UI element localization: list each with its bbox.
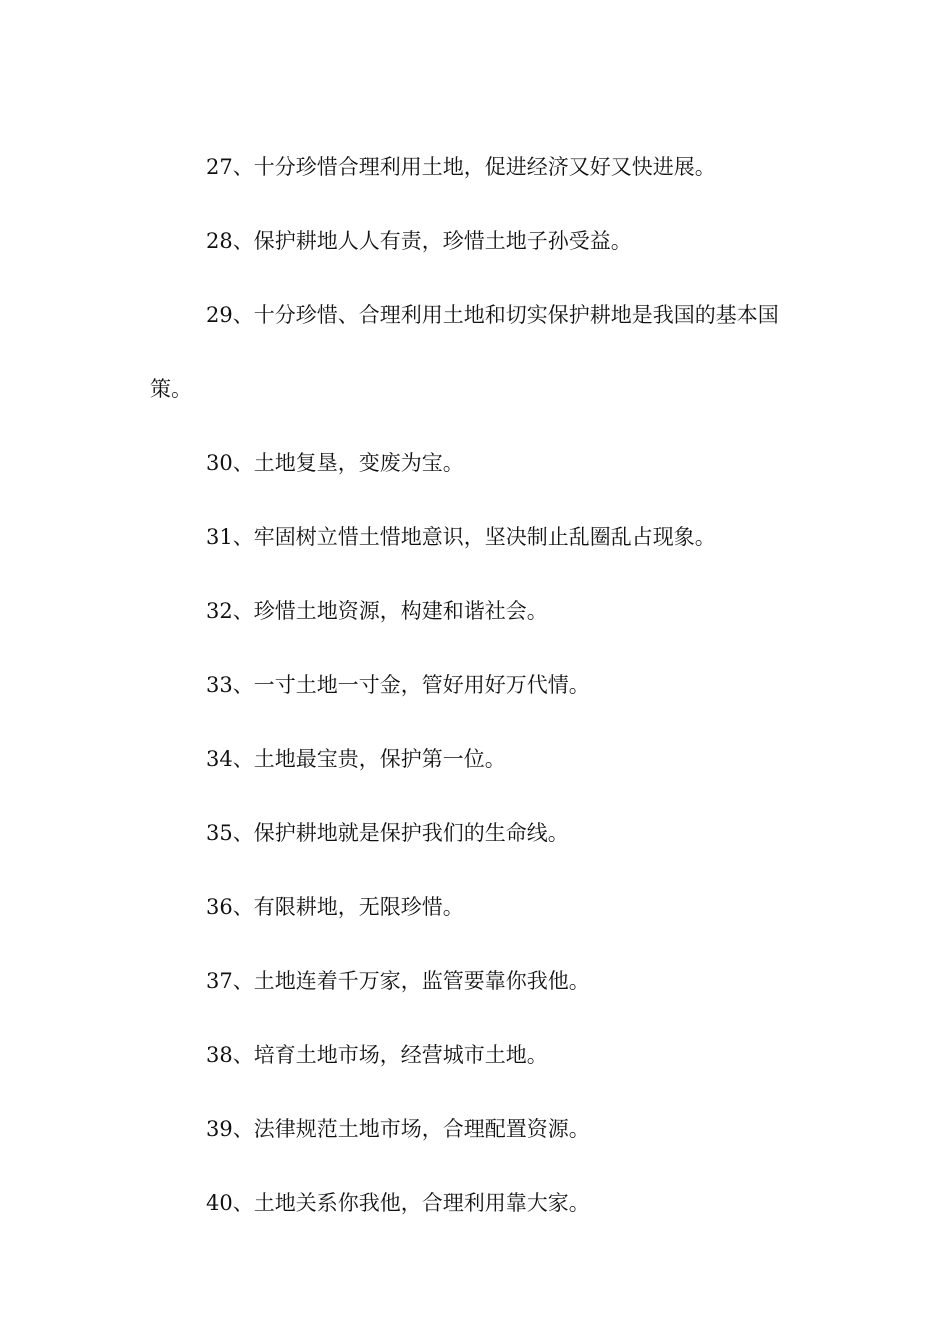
paragraph-36: 36、有限耕地，无限珍惜。	[206, 895, 464, 919]
paragraph-39: 39、法律规范土地市场，合理配置资源。	[206, 1117, 590, 1141]
paragraph-34: 34、土地最宝贵，保护第一位。	[206, 747, 506, 771]
paragraph-30: 30、土地复垦，变废为宝。	[206, 451, 464, 475]
paragraph-28: 28、保护耕地人人有责，珍惜土地子孙受益。	[206, 229, 632, 253]
paragraph-31: 31、牢固树立惜土惜地意识，坚决制止乱圈乱占现象。	[206, 525, 716, 549]
paragraph-35: 35、保护耕地就是保护我们的生命线。	[206, 821, 569, 845]
paragraph-40: 40、土地关系你我他，合理利用靠大家。	[206, 1191, 590, 1215]
paragraph-29: 29、十分珍惜、合理利用土地和切实保护耕地是我国的基本国策。	[150, 303, 779, 401]
paragraph-27: 27、十分珍惜合理利用土地，促进经济又好又快进展。	[206, 155, 716, 179]
paragraph-33: 33、一寸土地一寸金，管好用好万代情。	[206, 673, 590, 697]
paragraph-32: 32、珍惜土地资源，构建和谐社会。	[206, 599, 548, 623]
document-body	[150, 130, 810, 1240]
paragraph-37: 37、土地连着千万家，监管要靠你我他。	[206, 969, 590, 993]
paragraph-38: 38、培育土地市场，经营城市土地。	[206, 1043, 548, 1067]
